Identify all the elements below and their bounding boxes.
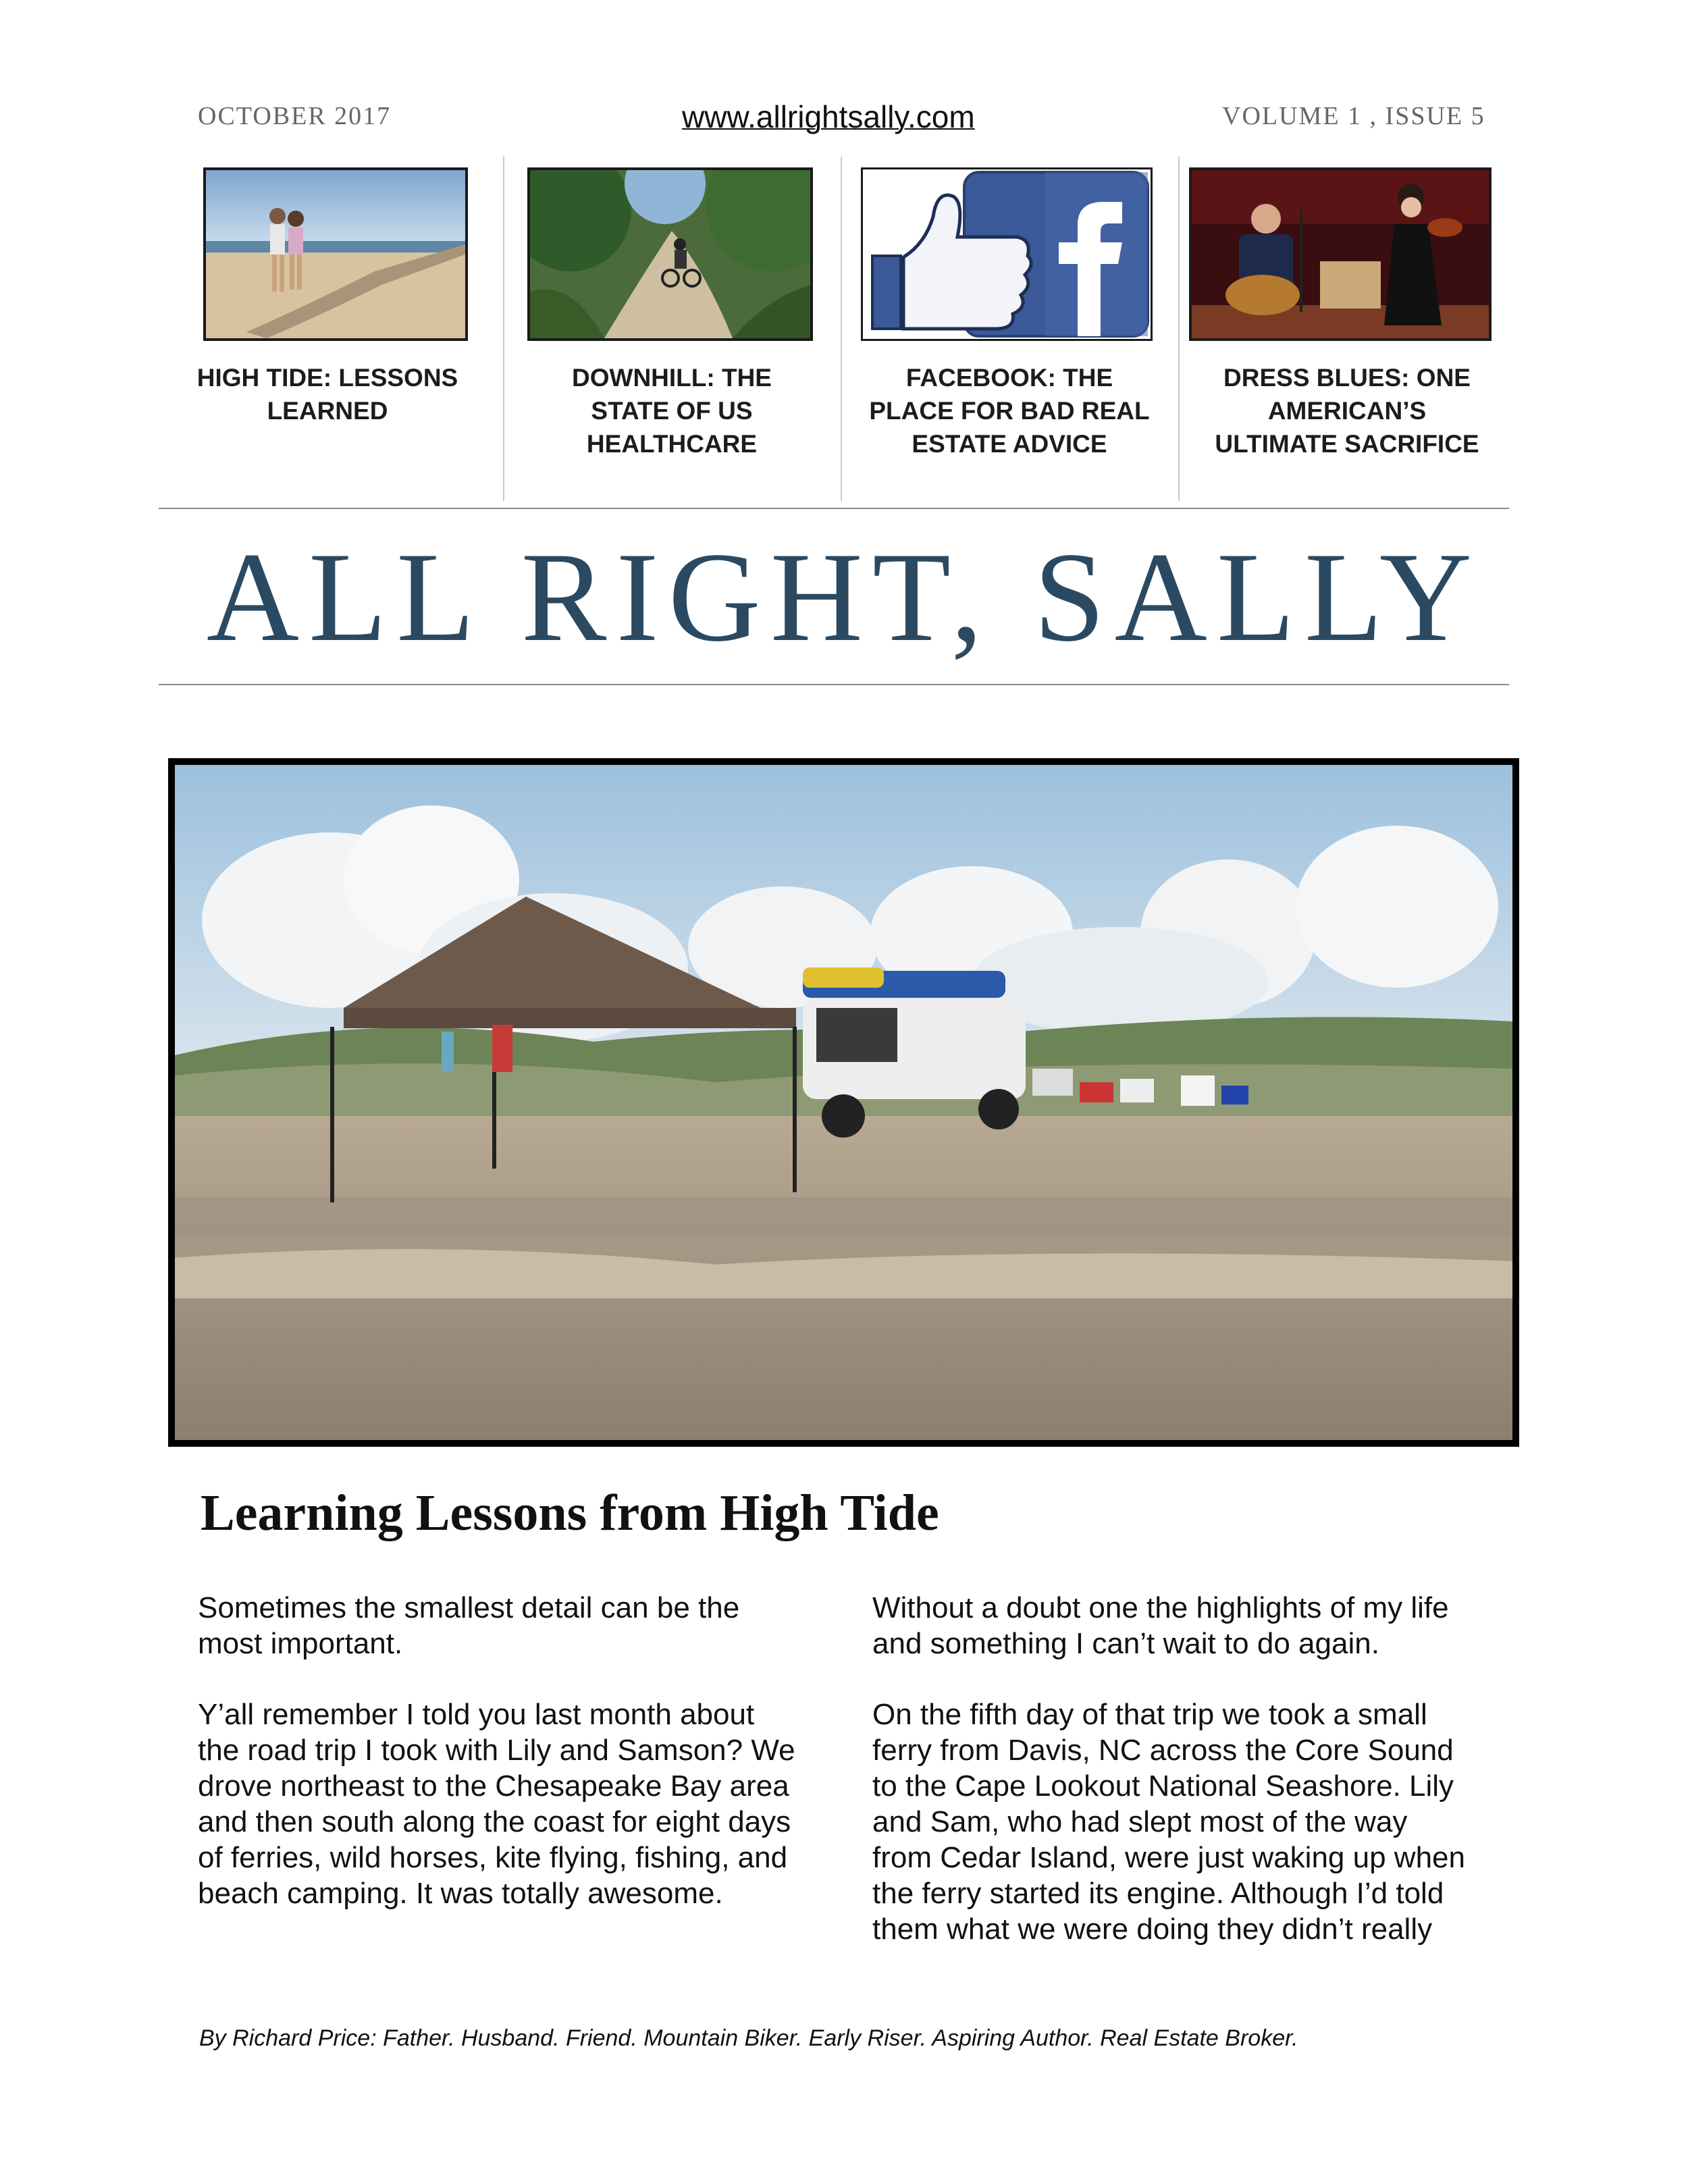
teaser-facebook[interactable]: [841, 165, 1178, 503]
paragraph: Y’all remember I told you last month about the road trip I took with Lily and Samson? We drove northeast to the Chesapeake Bay area and then south along the coast for eight days of ferries, wild horses, kite flying, fishing, and beach camping. It was totally awesome.: [198, 1698, 795, 1910]
teaser-dress-blues[interactable]: [1178, 165, 1516, 503]
masthead-bottom-rule: [159, 684, 1509, 685]
teaser-caption: DRESS BLUES: ONE AMERICAN’S ULTIMATE SACRIFICE: [1215, 364, 1479, 458]
paragraph: Without a doubt one the highlights of my life and something I can’t wait to do again.: [872, 1591, 1449, 1660]
article-column-right: [872, 1590, 1500, 1982]
issue-date: OCTOBER 2017: [198, 102, 392, 130]
teaser-downhill[interactable]: [503, 165, 841, 503]
paragraph: Sometimes the smallest detail can be the most important.: [198, 1591, 740, 1660]
teaser-caption: HIGH TIDE: LESSONS LEARNED: [196, 364, 458, 425]
author-byline: By Richard Price: Father. Husband. Friend. Mountain Biker. Early Riser. Aspiring Author. Real Estate Broker.: [199, 2025, 1298, 2051]
teaser-high-tide[interactable]: [159, 165, 496, 503]
mountain-biker-photo: [527, 167, 813, 341]
paragraph: On the fifth day of that trip we took a small ferry from Davis, NC across the Core Sound to the Cape Lookout National Seashore. Lily and Sam, who had slept most of the way from Cedar Island, were just waking up when the ferry started its engine. Although I’d told them what we were doing they didn’t really: [872, 1698, 1465, 1946]
article-column-left: [198, 1590, 826, 1946]
teaser-caption: FACEBOOK: THE PLACE FOR BAD REAL ESTATE ADVICE: [869, 364, 1150, 458]
beach-camp-photo: [168, 758, 1519, 1447]
masthead-title: ALL RIGHT, SALLY: [206, 527, 1482, 668]
teaser-caption: DOWNHILL: THE STATE OF US HEALTHCARE: [572, 364, 772, 458]
facebook-like-icon: [861, 167, 1153, 341]
masthead-top-rule: [159, 508, 1509, 509]
volume-issue: VOLUME 1 , ISSUE 5: [1222, 102, 1485, 130]
website-link[interactable]: www.allrightsally.com: [682, 99, 975, 134]
article-headline: Learning Lessons from High Tide: [201, 1485, 939, 1541]
beach-kids-photo: [203, 167, 468, 341]
musicians-on-stage-photo: [1189, 167, 1492, 341]
